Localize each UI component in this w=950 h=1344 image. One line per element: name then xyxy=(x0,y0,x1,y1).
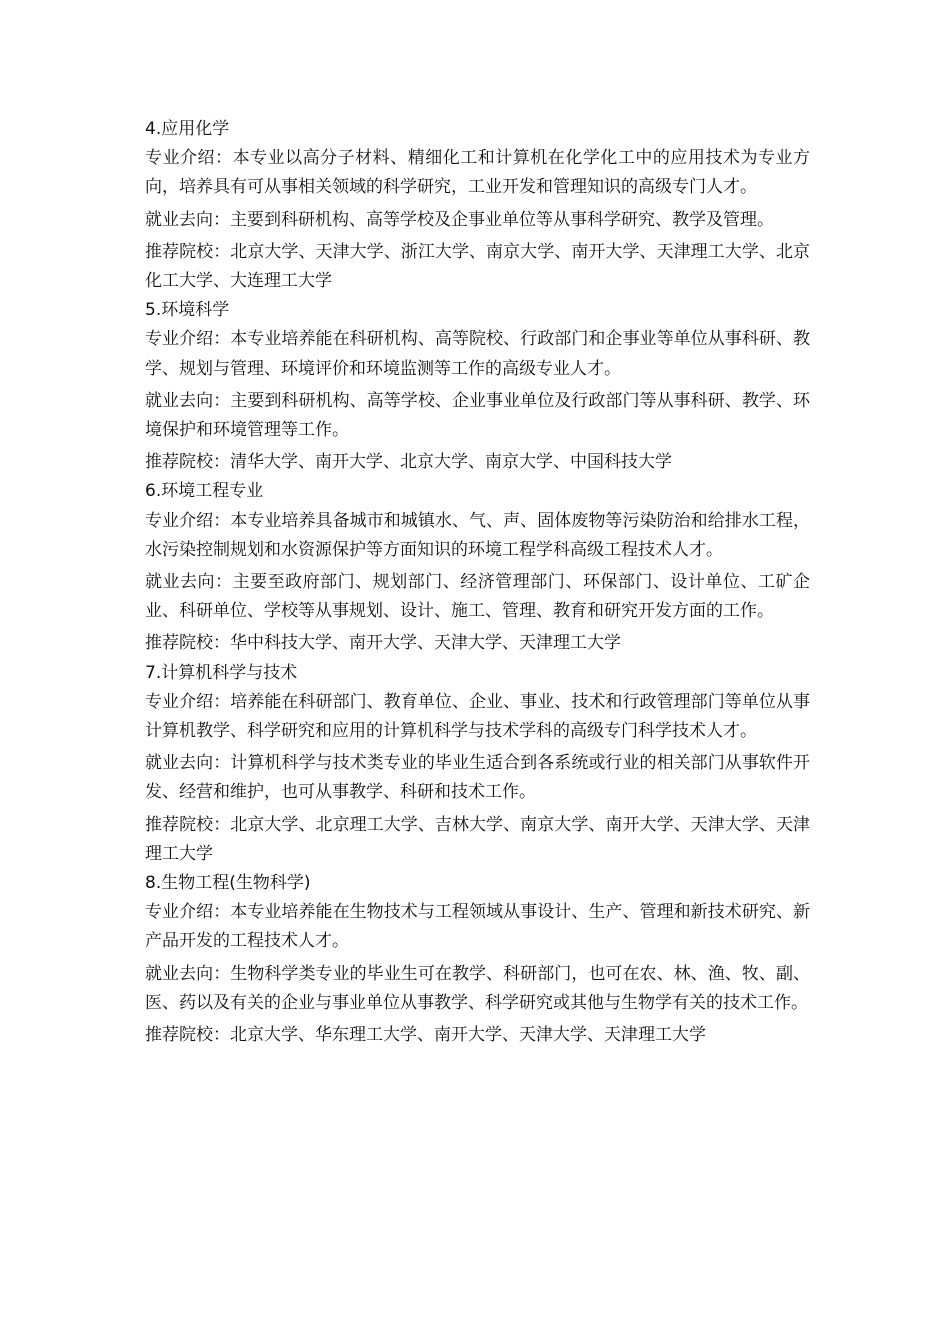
document-page xyxy=(145,115,810,1050)
career-direction: 就业去向：主要到科研机构、高等学校、企业事业单位及行政部门等从事科研、教学、环境保护和环境管理等工作。 xyxy=(145,390,810,441)
section-computer-science xyxy=(145,659,810,869)
section-title: 5.环境科学 xyxy=(145,300,230,321)
section-title: 8.生物工程(生物科学) xyxy=(145,873,311,894)
recommended-schools: 推荐院校：清华大学、南开大学、北京大学、南京大学、中国科技大学 xyxy=(145,452,672,473)
major-intro: 专业介绍：培养能在科研部门、教育单位、企业、事业、技术和行政管理部门等单位从事计算机教学、科学研究和应用的计算机科学与技术学科的高级专门科学技术人才。 xyxy=(145,691,810,742)
recommended-schools: 推荐院校：华中科技大学、南开大学、天津大学、天津理工大学 xyxy=(145,633,621,654)
major-intro: 专业介绍：本专业培养能在科研机构、高等院校、行政部门和企事业等单位从事科研、教学、规划与管理、环境评价和环境监测等工作的高级专业人才。 xyxy=(145,329,810,379)
career-direction: 就业去向：主要至政府部门、规划部门、经济管理部门、环保部门、设计单位、工矿企业、科研单位、学校等从事规划、设计、施工、管理、教育和研究开发方面的工作。 xyxy=(145,572,810,622)
recommended-schools: 推荐院校：北京大学、华东理工大学、南开大学、天津大学、天津理工大学 xyxy=(145,1025,706,1046)
section-title: 4.应用化学 xyxy=(145,119,230,139)
career-direction: 就业去向：生物科学类专业的毕业生可在教学、科研部门，也可在农、林、渔、牧、副、医、药以及有关的企业与事业单位从事教学、科学研究或其他与生物学有关的技术工作。 xyxy=(145,963,810,1013)
section-environmental-science xyxy=(145,296,810,477)
major-intro: 专业介绍：本专业培养具备城市和城镇水、气、声、固体废物等污染防治和给排水工程，水污染控制规划和水资源保护等方面知识的环境工程学科高级工程技术人才。 xyxy=(145,510,810,560)
section-title: 7.计算机科学与技术 xyxy=(145,662,298,683)
section-environmental-engineering xyxy=(145,477,810,658)
major-intro: 专业介绍：本专业培养能在生物技术与工程领域从事设计、生产、管理和新技术研究、新产品开发的工程技术人才。 xyxy=(145,902,810,952)
recommended-schools: 推荐院校：北京大学、天津大学、浙江大学、南京大学、南开大学、天津理工大学、北京化工大学、大连理工大学 xyxy=(145,241,810,292)
recommended-schools: 推荐院校：北京大学、北京理工大学、吉林大学、南京大学、南开大学、天津大学、天津理工大学 xyxy=(145,814,810,864)
section-applied-chemistry xyxy=(145,115,810,296)
career-direction: 就业去向：计算机科学与技术类专业的毕业生适合到各系统或行业的相关部门从事软件开发、经营和维护，也可从事教学、科研和技术工作。 xyxy=(145,753,810,803)
section-title: 6.环境工程专业 xyxy=(145,481,264,502)
career-direction: 就业去向：主要到科研机构、高等学校及企事业单位等从事科学研究、教学及管理。 xyxy=(145,209,774,230)
major-intro: 专业介绍：本专业以高分子材料、精细化工和计算机在化学化工中的应用技术为专业方向，培养具有可从事相关领域的科学研究，工业开发和管理知识的高级专门人才。 xyxy=(145,148,810,198)
section-bioengineering xyxy=(145,869,810,1050)
